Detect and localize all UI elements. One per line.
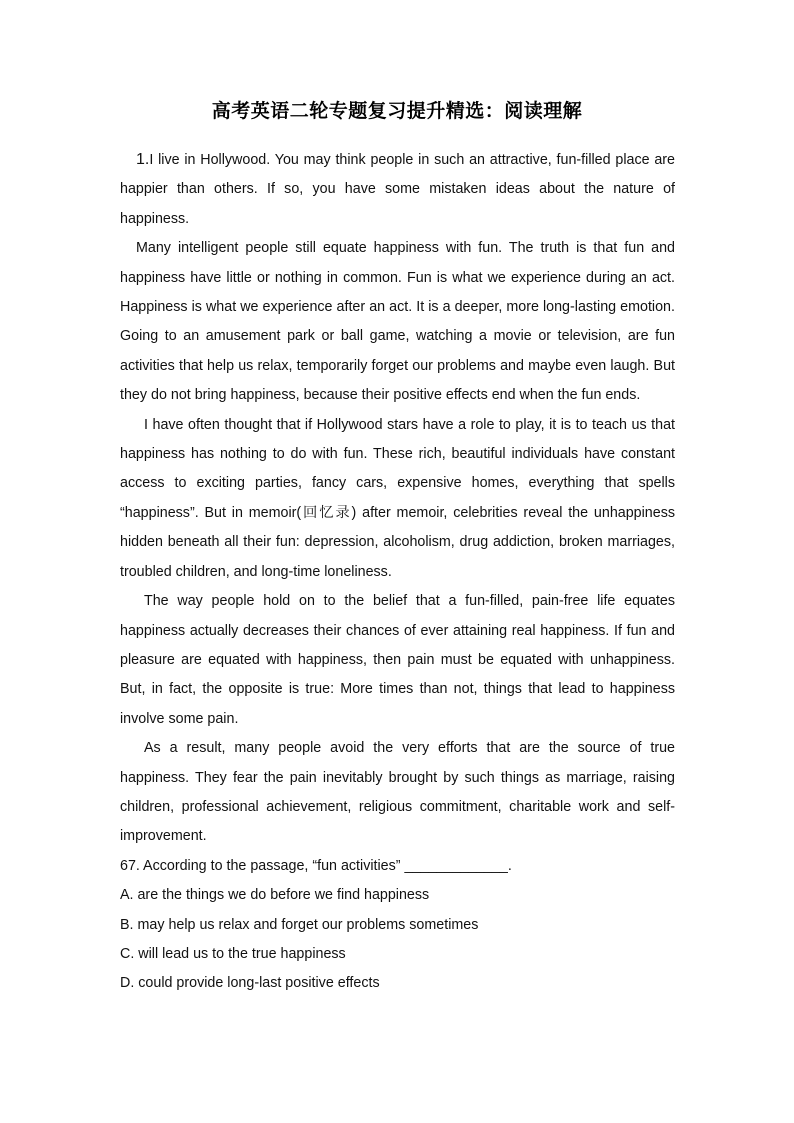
passage-paragraph-1 — [120, 145, 675, 234]
passage-paragraph-3: I have often thought that if Hollywood stars have a role to play, it is to teach us that happiness has nothing to do with fun. These rich, beautiful individuals have constant access to exciting parties, fancy cars, expensive homes, everything that spells “happiness”. But in memoir(回忆录) after memoir, celebrities reveal the unhappiness hidden beneath all their fun: depression, alcoholism, drug addiction, broken marriages, troubled children, and long-time loneliness. — [120, 416, 675, 580]
paragraph-1-text: I live in Hollywood. You may think people in such an attractive, fun-filled place are happier than others. If so, you have some mistaken ideas about the nature of happiness. — [120, 152, 675, 227]
passage-paragraph-2: Many intelligent people still equate happiness with fun. The truth is that fun and happiness have little or nothing in common. Fun is what we experience during an act. Happiness is what we experience after an act. It is a deeper, more long-lasting emotion. Going to an amusement park or ball game, watching a movie or television, are fun activities that help us relax, temporarily forget our problems and maybe even laugh. But they do not bring happiness, because their positive effects end when the fun ends. — [120, 240, 675, 404]
passage-number: 1. — [136, 151, 150, 168]
passage-paragraph-4: The way people hold on to the belief that a fun-filled, pain-free life equates happiness actually decreases their chances of ever attaining real happiness. If fun and pleasure are equated with happiness, then pain must be equated with unhappiness. But, in fact, the opposite is true: More times than not, things that lead to happiness involve some pain. — [120, 593, 675, 727]
option-d: D. could provide long-last positive effects — [120, 975, 380, 992]
option-c: C. will lead us to the true happiness — [120, 945, 346, 962]
reading-passage — [120, 145, 675, 999]
question-stem: 67. According to the passage, “fun activities” _____________. — [120, 857, 512, 874]
document-title: 高考英语二轮专题复习提升精选：阅读理解 — [211, 100, 583, 122]
option-a: A. are the things we do before we find happiness — [120, 887, 430, 904]
option-b: B. may help us relax and forget our problems sometimes — [120, 916, 479, 933]
passage-paragraph-5: As a result, many people avoid the very efforts that are the source of true happiness. They fear the pain inevitably brought by such things as marriage, raising children, professional achievement, religious commitment, charitable work and self-improvement. — [120, 740, 675, 845]
